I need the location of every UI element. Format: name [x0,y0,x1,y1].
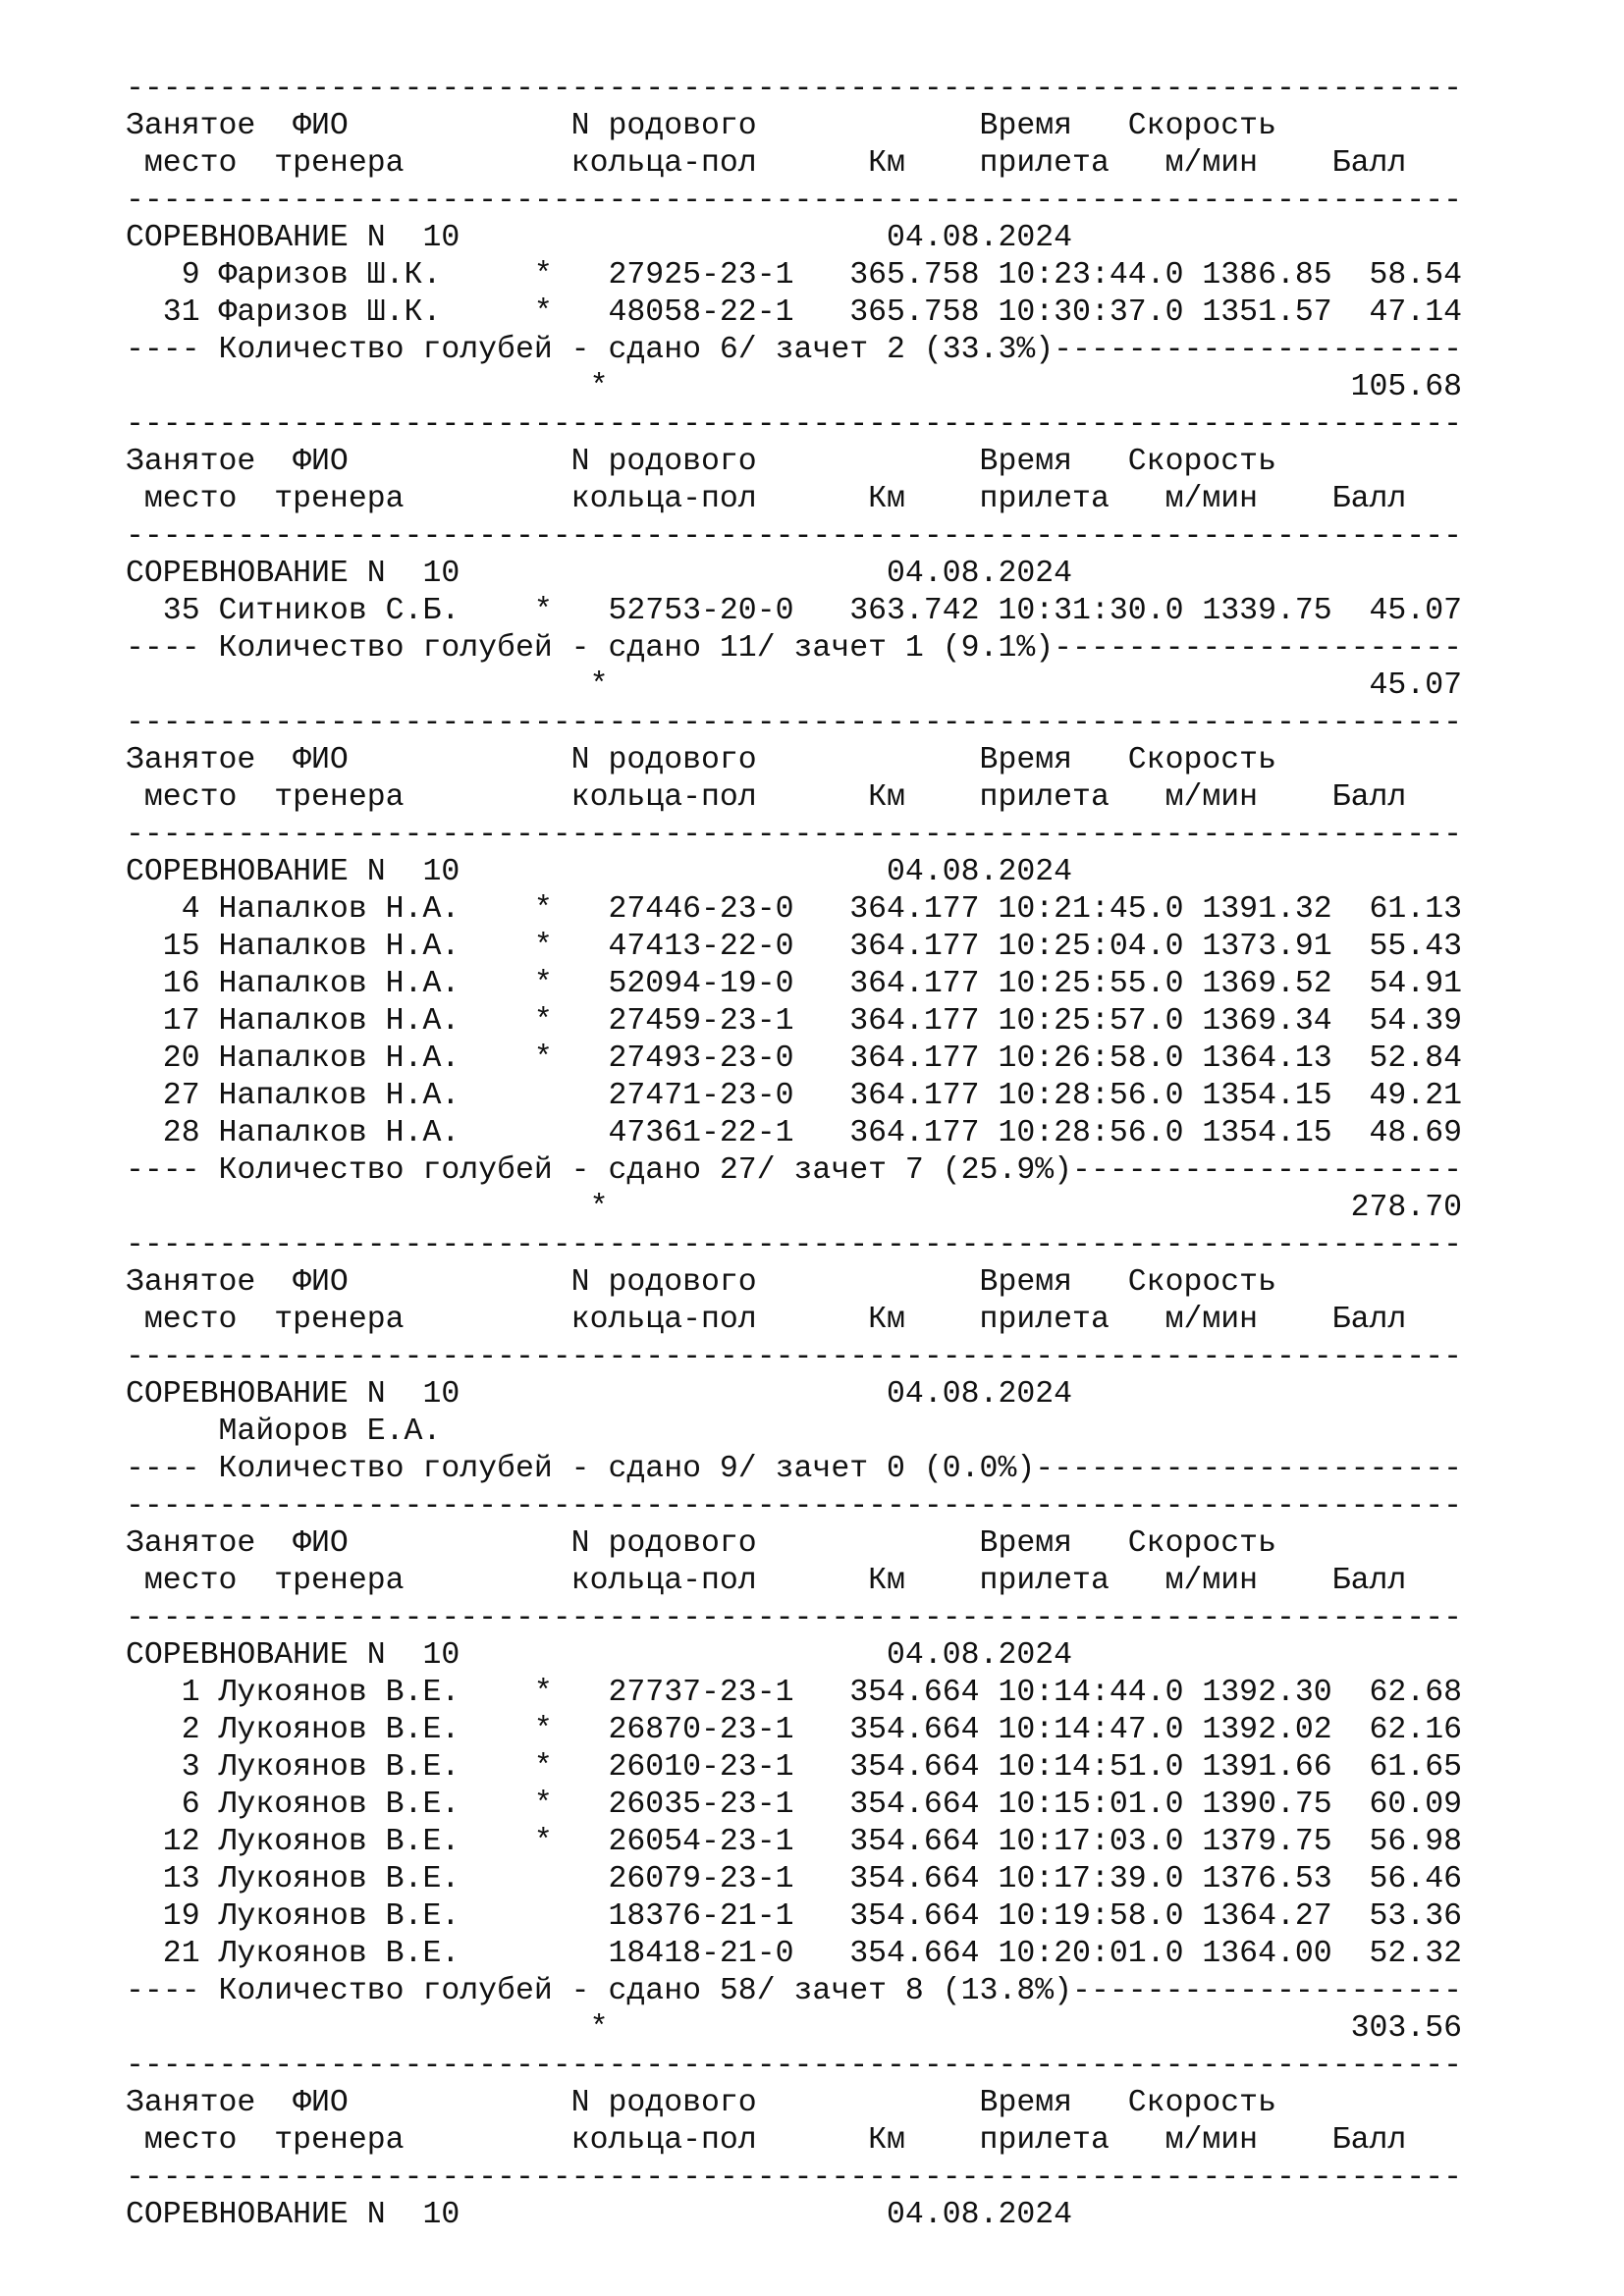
total-line: * 105.68 [126,370,1463,404]
column-header-line: Занятое ФИО N родового Время Скорость [126,109,1276,143]
total-line: * 303.56 [126,2011,1463,2046]
separator-line: ------------------------------------------------------------------------ [126,519,1463,554]
result-row: 21 Лукоянов В.Е. 18418-21-0 354.664 10:20:01.0 1364.00 52.32 [126,1937,1463,1971]
result-row: 1 Лукоянов В.Е. * 27737-23-1 354.664 10:14:44.0 1392.30 62.68 [126,1676,1463,1710]
result-row: 13 Лукоянов В.Е. 26079-23-1 354.664 10:17:39.0 1376.53 56.46 [126,1862,1463,1896]
separator-line: ------------------------------------------------------------------------ [126,2161,1463,2195]
column-header-line: Занятое ФИО N родового Время Скорость [126,743,1276,777]
column-header-line: место тренера кольца-пол Км прилета м/мин Балл [126,1303,1407,1337]
competition-line: СОРЕВНОВАНИЕ N 10 04.08.2024 [126,221,1073,255]
separator-line: ------------------------------------------------------------------------ [126,706,1463,740]
competition-line: СОРЕВНОВАНИЕ N 10 04.08.2024 [126,557,1073,591]
result-row: 17 Напалков Н.А. * 27459-23-1 364.177 10:25:57.0 1369.34 54.39 [126,1004,1463,1039]
result-row: 3 Лукоянов В.Е. * 26010-23-1 354.664 10:14:51.0 1391.66 61.65 [126,1750,1463,1785]
column-header-line: место тренера кольца-пол Км прилета м/мин Балл [126,146,1407,181]
total-line: * 45.07 [126,668,1463,703]
summary-line: ---- Количество голубей - сдано 58/ зачет 8 (13.8%)--------------------- [126,1974,1463,2008]
separator-line: ------------------------------------------------------------------------ [126,2049,1463,2083]
result-row: 4 Напалков Н.А. * 27446-23-0 364.177 10:21:45.0 1391.32 61.13 [126,892,1463,927]
report-body [126,71,1462,2234]
competition-line: СОРЕВНОВАНИЕ N 10 04.08.2024 [126,1638,1073,1673]
result-row: 20 Напалков Н.А. * 27493-23-0 364.177 10:26:58.0 1364.13 52.84 [126,1041,1463,1076]
result-row: 16 Напалков Н.А. * 52094-19-0 364.177 10:25:55.0 1369.52 54.91 [126,967,1463,1001]
result-row: 6 Лукоянов В.Е. * 26035-23-1 354.664 10:15:01.0 1390.75 60.09 [126,1788,1463,1822]
result-row: 19 Лукоянов В.Е. 18376-21-1 354.664 10:19:58.0 1364.27 53.36 [126,1899,1463,1934]
total-line: * 278.70 [126,1191,1463,1225]
separator-line: ------------------------------------------------------------------------ [126,1340,1463,1374]
summary-line: ---- Количество голубей - сдано 11/ зачет 1 (9.1%)---------------------- [126,631,1463,666]
column-header-line: Занятое ФИО N родового Время Скорость [126,445,1276,479]
summary-line: ---- Количество голубей - сдано 6/ зачет 2 (33.3%)---------------------- [126,333,1463,367]
result-row: 35 Ситников С.Б. * 52753-20-0 363.742 10:31:30.0 1339.75 45.07 [126,594,1463,628]
column-header-line: место тренера кольца-пол Км прилета м/мин Балл [126,780,1407,815]
competition-line: СОРЕВНОВАНИЕ N 10 04.08.2024 [126,1377,1073,1412]
result-row: 12 Лукоянов В.Е. * 26054-23-1 354.664 10:17:03.0 1379.75 56.98 [126,1825,1463,1859]
result-row: 27 Напалков Н.А. 27471-23-0 364.177 10:28:56.0 1354.15 49.21 [126,1079,1463,1113]
column-header-line: Занятое ФИО N родового Время Скорость [126,1265,1276,1300]
separator-line: ------------------------------------------------------------------------ [126,72,1463,106]
summary-line: ---- Количество голубей - сдано 9/ зачет 0 (0.0%)----------------------- [126,1452,1463,1486]
separator-line: ------------------------------------------------------------------------ [126,407,1463,442]
separator-line: ------------------------------------------------------------------------ [126,1489,1463,1523]
result-row: 28 Напалков Н.А. 47361-22-1 364.177 10:28:56.0 1354.15 48.69 [126,1116,1463,1150]
column-header-line: место тренера кольца-пол Км прилета м/мин Балл [126,1564,1407,1598]
separator-line: ------------------------------------------------------------------------ [126,818,1463,852]
separator-line: ------------------------------------------------------------------------ [126,184,1463,218]
separator-line: ------------------------------------------------------------------------ [126,1228,1463,1262]
result-row: 15 Напалков Н.А. * 47413-22-0 364.177 10:25:04.0 1373.91 55.43 [126,930,1463,964]
summary-line: ---- Количество голубей - сдано 27/ зачет 7 (25.9%)--------------------- [126,1153,1463,1188]
column-header-line: место тренера кольца-пол Км прилета м/мин Балл [126,482,1407,516]
result-row: 31 Фаризов Ш.К. * 48058-22-1 365.758 10:30:37.0 1351.57 47.14 [126,295,1463,330]
result-row: 9 Фаризов Ш.К. * 27925-23-1 365.758 10:23:44.0 1386.85 58.54 [126,258,1463,293]
result-row: 2 Лукоянов В.Е. * 26870-23-1 354.664 10:14:47.0 1392.02 62.16 [126,1713,1463,1747]
column-header-line: Занятое ФИО N родового Время Скорость [126,1526,1276,1561]
competition-line: СОРЕВНОВАНИЕ N 10 04.08.2024 [126,2198,1073,2232]
column-header-line: Занятое ФИО N родового Время Скорость [126,2086,1276,2120]
trainer-line: Майоров Е.А. [126,1415,442,1449]
separator-line: ------------------------------------------------------------------------ [126,1601,1463,1635]
competition-line: СОРЕВНОВАНИЕ N 10 04.08.2024 [126,855,1073,889]
column-header-line: место тренера кольца-пол Км прилета м/мин Балл [126,2123,1407,2158]
